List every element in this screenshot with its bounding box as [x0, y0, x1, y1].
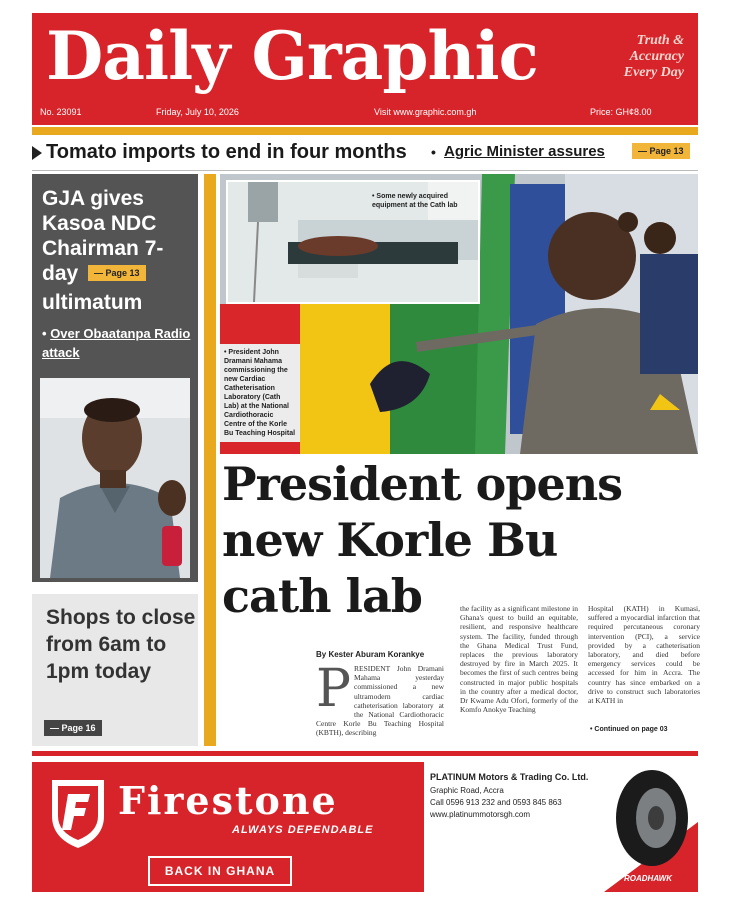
motto-line-1: Truth & [636, 33, 684, 48]
shops-page-reference[interactable]: — Page 16 [44, 720, 102, 736]
gja-page-reference[interactable]: — Page 13 [88, 265, 146, 281]
gja-subhead-text: Over Obaatanpa Radio attack [42, 326, 191, 360]
masthead [32, 13, 698, 125]
byline: By Kester Aburam Korankye [316, 650, 425, 659]
bullet-icon: • [431, 144, 436, 160]
main-photo [220, 174, 698, 454]
price: Price: GH¢8.00 [590, 107, 652, 117]
ad-divider [32, 751, 698, 756]
main-headline-line-1: President opens [222, 457, 623, 511]
bullet-icon: • [42, 326, 47, 341]
page-reference-tag[interactable]: — Page 13 [632, 143, 690, 159]
firestone-advertisement[interactable] [32, 762, 698, 892]
story-column-3: Hospital (KATH) in Kumasi, suffered a myocardial infarction that required percutaneous coronary intervention (PCI), a service provided by a catheterisation laboratory, and died before emergency services could be accessed for him in Accra. The country has since embarked on a drive to construct such laboratories at KATH in [588, 604, 700, 706]
gja-headline [42, 186, 194, 315]
gja-headline-text: GJA gives Kasoa NDC Chairman 7-day [42, 187, 164, 285]
ad-tagline: ALWAYS DEPENDABLE [232, 824, 374, 836]
main-headline[interactable] [222, 456, 702, 624]
equipment-inset-photo [226, 180, 480, 304]
divider [32, 170, 698, 171]
shops-headline: Shops to close from 6am to 1pm today [46, 606, 196, 683]
issue-number: No. 23091 [40, 107, 82, 117]
main-photo-caption: • President John Dramani Mahama commissioning the new Cardiac Catheterisation Laboratory (Cath Lab) at the National Cardiothoracic Centre of the Korle Bu Teaching Hospital [220, 344, 300, 442]
drop-cap: P [316, 659, 351, 719]
dealer-name: PLATINUM Motors & Trading Co. Ltd. [430, 772, 589, 782]
gja-headline-end: ultimatum [42, 291, 143, 314]
ad-brand: Firestone [118, 778, 338, 823]
gja-story[interactable] [32, 174, 198, 582]
main-headline-line-2: new Korle Bu [222, 513, 558, 567]
dealer-website[interactable]: www.platinummotorsgh.com [430, 810, 531, 819]
motto-line-2: Accuracy [629, 49, 684, 64]
back-in-ghana-button[interactable]: BACK IN GHANA [148, 856, 292, 886]
continued-link[interactable]: • Continued on page 03 [590, 726, 668, 733]
story-column-2: the facility as a significant milestone in Ghana's quest to build an equitable, resilient, and responsive healthcare system. The facility, funded through the Ghana Medical Trust Fund, replaces the previous laboratory destroyed by fire in March 2025. It becomes the first of such centres being constructed in major public hospitals in the country after a medical doctor, Dr Kwame Adu Ofori, formerly of the Komfo Anokye Teaching [460, 604, 578, 715]
story-column-1-text: RESIDENT John Dramani Mahama yesterday commissioned a new ultramodern cardiac catheterisation laboratory at the National Cardiothoracic Centre Korle Bu Teaching Hospital (KBTH), describing [316, 664, 444, 738]
arrow-right-icon [32, 146, 42, 160]
masthead-info-bar [40, 105, 690, 121]
newspaper-front-page [30, 10, 700, 895]
newspaper-title: Daily Graphic [46, 17, 538, 95]
banner-headline[interactable] [32, 140, 698, 166]
motto-line-3: Every Day [623, 65, 684, 80]
masthead-divider [32, 127, 698, 135]
issue-date: Friday, July 10, 2026 [156, 107, 239, 117]
shops-story[interactable] [32, 594, 198, 746]
motto [614, 33, 684, 81]
main-headline-line-3: cath lab [222, 569, 422, 623]
dealer-phone[interactable]: Call 0596 913 232 and 0593 845 863 [430, 798, 562, 807]
gja-subhead [42, 324, 192, 362]
portrait-photo [40, 378, 190, 578]
banner-subtitle: Agric Minister assures [444, 143, 605, 160]
dealer-panel [424, 762, 698, 892]
person-photo-icon [40, 378, 190, 578]
firestone-shield-logo-icon [48, 776, 108, 850]
tire-icon [604, 762, 698, 892]
story-column-1 [316, 659, 444, 748]
inset-caption: • Some newly acquired equipment at the Cath lab [372, 193, 458, 209]
website-link[interactable]: Visit www.graphic.com.gh [374, 107, 477, 117]
banner-title: Tomato imports to end in four months [46, 141, 407, 163]
dealer-address: Graphic Road, Accra [430, 786, 504, 795]
tire-model: ROADHAWK [624, 874, 672, 883]
column-divider [204, 174, 216, 746]
